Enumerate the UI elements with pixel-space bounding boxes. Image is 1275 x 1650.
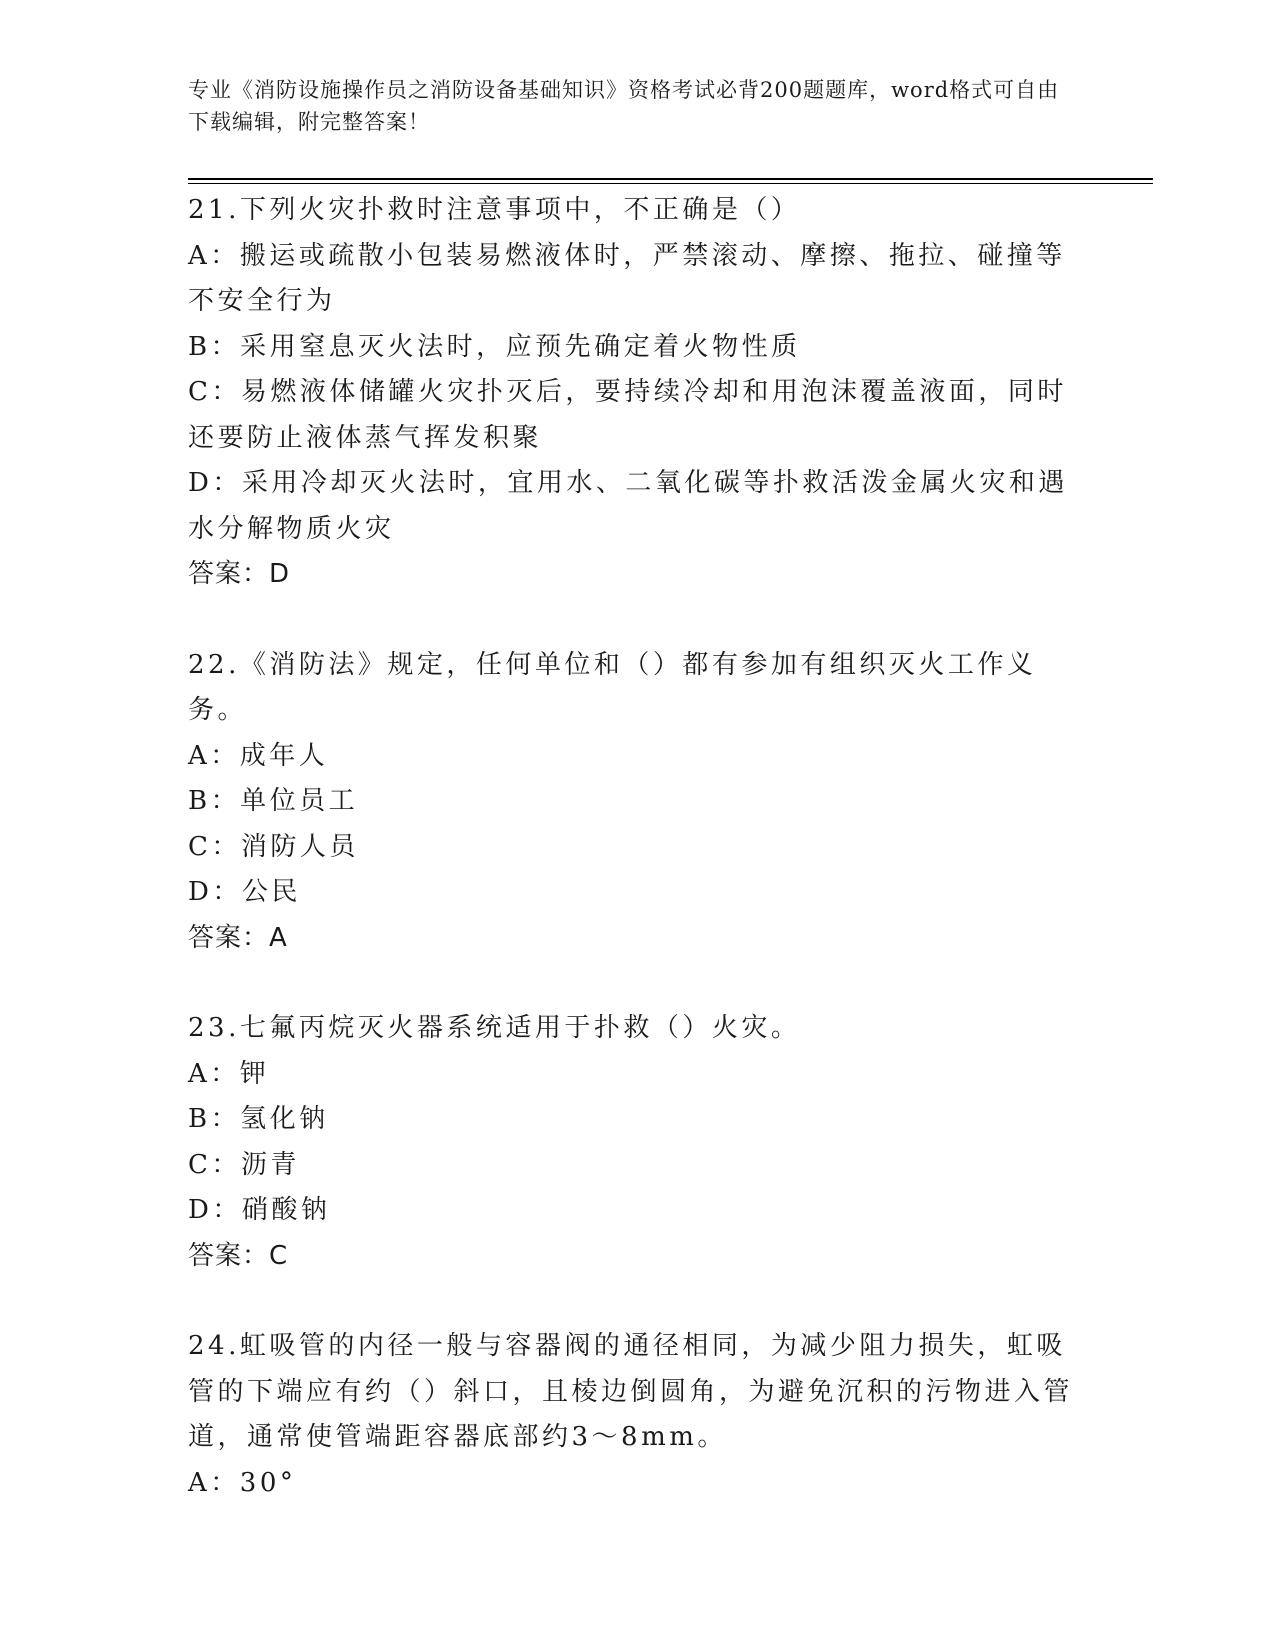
option-c: C：沥青 [188,1149,300,1180]
option-c: C：消防人员 [188,831,359,862]
option-a: A：成年人 [188,740,329,771]
option-b: B：采用窒息灭火法时，应预先确定着火物性质 [188,331,801,362]
question-stem: 22.《消防法》规定，任何单位和（）都有参加有组织灭火工作义务。 [188,649,1037,725]
answer: 答案：C [188,1240,289,1271]
question-24 [188,1324,1088,1506]
option-c: C：易燃液体储罐火灾扑灭后，要持续冷却和用泡沫覆盖液面，同时还要防止液体蒸气挥发积聚 [188,377,1067,453]
question-list [188,188,1088,1551]
answer: 答案：A [188,922,288,953]
header-divider-thick [188,178,1153,180]
option-d: D：公民 [188,877,301,907]
option-b: B：单位员工 [188,786,359,816]
question-22 [188,643,1088,962]
option-a: A：搬运或疏散小包装易燃液体时，严禁滚动、摩擦、拖拉、碰撞等不安全行为 [188,240,1066,316]
question-stem: 23.七氟丙烷灭火器系统适用于扑救（）火灾。 [188,1013,801,1043]
question-23 [188,1006,1088,1279]
option-a: A：钾 [188,1058,270,1089]
document-intro: 专业《消防设施操作员之消防设备基础知识》资格考试必背200题题库，word格式可自由下载编辑，附完整答案！ [188,78,1060,134]
option-d: D：采用冷却灭火法时，宜用水、二氧化碳等扑救活泼金属火灾和遇水分解物质火灾 [188,468,1068,544]
option-b: B：氢化钠 [188,1104,329,1134]
option-d: D：硝酸钠 [188,1195,331,1225]
question-stem: 24.虹吸管的内径一般与容器阀的通径相同，为减少阻力损失，虹吸管的下端应有约（）斜口，且棱边倒圆角，为避免沉积的污物进入管道，通常使管端距容器底部约3～8mm。 [188,1331,1074,1452]
question-21 [188,188,1088,598]
question-stem: 21.下列火灾扑救时注意事项中，不正确是（） [188,195,801,225]
header-divider-thin [188,183,1153,184]
option-a: A：30° [188,1467,297,1498]
answer: 答案：D [188,559,291,589]
